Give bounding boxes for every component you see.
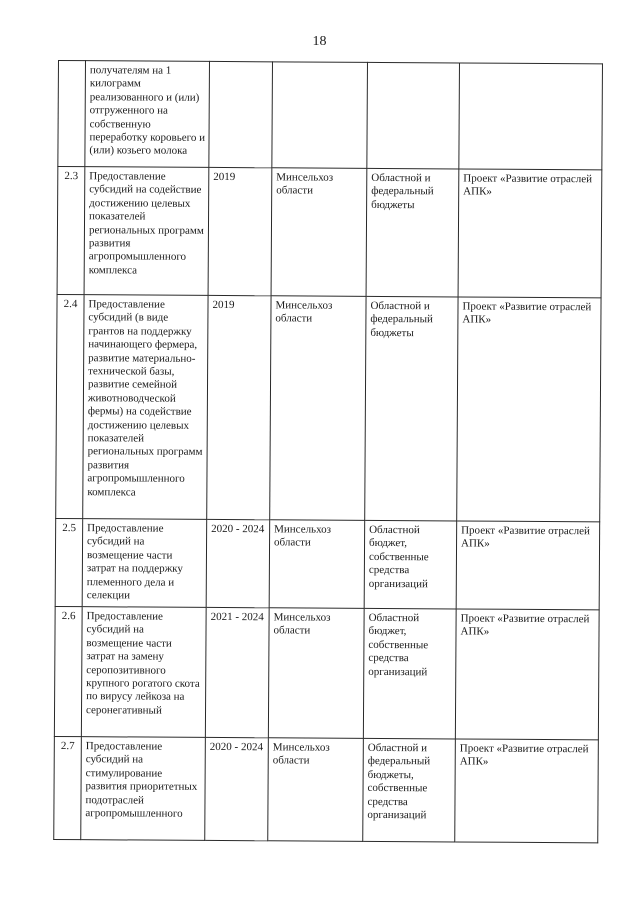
- implementation-years: 2019: [212, 298, 235, 312]
- implementation-years-cell: [207, 295, 271, 519]
- implementation-years-cell: [209, 61, 273, 167]
- measure-name-cell: [85, 61, 210, 168]
- responsible-executor: Минсельхоз области: [272, 741, 330, 767]
- funding-source: Областной и федеральный бюджеты: [371, 171, 434, 211]
- responsible-executor: [277, 65, 364, 66]
- implementation-years: 2021 - 2024: [210, 610, 264, 624]
- table-row: [54, 606, 599, 739]
- related-project: Проект «Развитие отраслей АПК»: [460, 612, 590, 639]
- row-number: 2.7: [60, 740, 75, 753]
- related-project-cell: [456, 521, 600, 610]
- table-row: [54, 736, 599, 842]
- funding-source-cell: [364, 520, 457, 609]
- related-project: Проект «Развитие отраслей АПК»: [461, 524, 590, 551]
- related-project: Проект «Развитие отраслей АПК»: [463, 172, 593, 199]
- measure-name-cell: [81, 607, 206, 738]
- implementation-years-cell: [205, 607, 269, 737]
- measure-name-cell: [82, 519, 207, 608]
- funding-source: Областной и федеральный бюджеты, собственные средства организаций: [367, 741, 431, 822]
- measure-name: получателям на 1 килограмм реализованного и (или) отгруженного на собственную переработку коровьего и (или) козьего молока: [89, 64, 206, 158]
- measure-name: Предоставление субсидий на возмещение части затрат на поддержку племенного дела и селекции: [86, 522, 183, 602]
- responsible-executor-cell: [272, 62, 368, 169]
- row-number-cell: [54, 606, 82, 736]
- related-project-cell: [457, 297, 601, 522]
- row-number-cell: [58, 61, 86, 167]
- responsible-executor-cell: [270, 296, 366, 521]
- related-project-cell: [458, 169, 602, 298]
- related-project: [464, 66, 599, 67]
- funding-source: Областной бюджет, собственные средства организаций: [368, 523, 429, 590]
- funding-source-cell: [365, 296, 458, 521]
- measure-name: Предоставление субсидий на возмещение части затрат на замену серопозитивного крупного рогатого скота по вирусу лейкоза на серонегативный: [85, 610, 200, 717]
- responsible-executor: Минсельхоз области: [275, 299, 333, 325]
- responsible-executor-cell: [268, 608, 364, 739]
- related-project-cell: [455, 609, 599, 740]
- document-sheet: [53, 60, 602, 868]
- table-row: [58, 61, 603, 170]
- row-number: 2.4: [63, 298, 78, 311]
- implementation-years-cell: [205, 737, 269, 840]
- related-project: Проект «Развитие отраслей АПК»: [462, 300, 592, 327]
- measure-name-cell: [83, 295, 208, 520]
- table-row: [55, 518, 600, 609]
- measures-table: [53, 60, 603, 843]
- related-project: Проект «Развитие отраслей АПК»: [459, 742, 589, 769]
- page-number: 18: [312, 34, 327, 49]
- row-number: 2.6: [61, 610, 76, 623]
- funding-source-cell: [363, 738, 456, 842]
- measure-name-cell: [84, 167, 209, 296]
- implementation-years: 2020 - 2024: [211, 522, 265, 536]
- funding-source: [372, 66, 456, 67]
- row-number: 2.5: [62, 522, 77, 535]
- funding-source: Областной и федеральный бюджеты: [370, 299, 433, 339]
- responsible-executor-cell: [268, 738, 364, 842]
- funding-source-cell: [363, 608, 456, 739]
- related-project-cell: [459, 63, 603, 170]
- related-project-cell: [455, 739, 599, 843]
- row-number-cell: [54, 736, 82, 839]
- responsible-executor: Минсельхоз области: [273, 611, 331, 637]
- implementation-years-cell: [208, 167, 272, 295]
- row-number-cell: [55, 518, 83, 606]
- responsible-executor-cell: [271, 168, 367, 297]
- funding-source-cell: [366, 168, 459, 297]
- measure-name: Предоставление субсидий на стимулирование развития приоритетных подотраслей агропромышленного: [85, 740, 198, 820]
- implementation-years: 2020 - 2024: [209, 740, 264, 754]
- funding-source-cell: [367, 62, 460, 169]
- measure-name-cell: [81, 737, 206, 841]
- responsible-executor: Минсельхоз области: [276, 171, 334, 197]
- implementation-years-cell: [206, 519, 270, 607]
- table-row: [57, 167, 602, 298]
- funding-source: Областной бюджет, собственные средства организаций: [368, 611, 429, 678]
- table-row: [56, 294, 601, 521]
- responsible-executor: Минсельхоз области: [274, 523, 332, 549]
- responsible-executor-cell: [269, 520, 365, 609]
- row-number: 2.3: [64, 170, 79, 183]
- measures-table-body: [54, 61, 603, 843]
- implementation-years: 2019: [213, 170, 236, 184]
- measure-name: Предоставление субсидий на содействие достижению целевых показателей региональных программ развития агропромышленного комплекса: [88, 170, 204, 277]
- measure-name: Предоставление субсидий (в виде грантов на поддержку начинающего фермера, развитие материально-технической базы, развитие семейной животноводческой фермы) на содействие достижению целевых показателей региональных программ развития агропромышленного комплекса: [87, 298, 203, 499]
- row-number-cell: [56, 294, 84, 518]
- row-number-cell: [57, 167, 85, 295]
